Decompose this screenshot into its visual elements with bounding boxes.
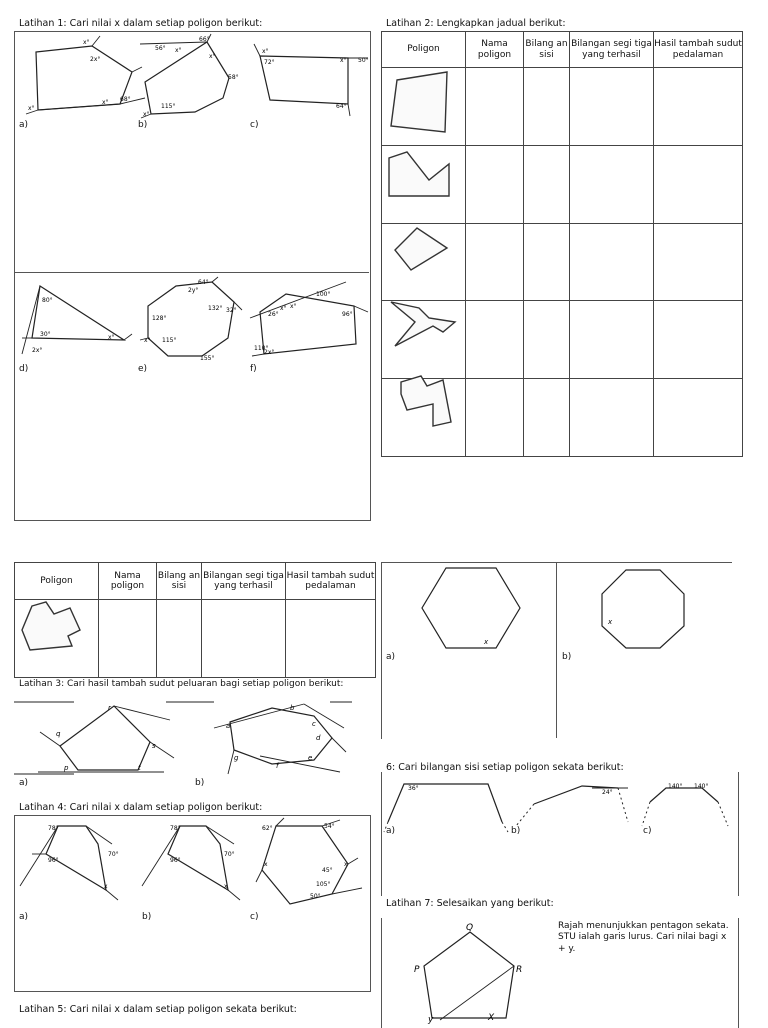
svg-text:50°: 50° [358,57,369,64]
latihan7-question: Rajah menunjukkan pentagon sekata. STU ialah garis lurus. Cari nilai bagi x + y. [558,921,729,954]
answer-cell[interactable] [654,301,743,379]
answer-cell[interactable] [570,301,654,379]
col-nama: Nama poligon [99,563,157,600]
svg-text:a: a [226,722,231,730]
l4-label-a: a) [19,912,29,922]
l3-label-a: a) [19,778,29,788]
l6-figures [384,774,734,834]
svg-text:105°: 105° [316,881,331,888]
l1-label-e: e) [138,364,148,374]
answer-cell[interactable] [570,145,654,223]
l1-figure-f [250,276,370,362]
svg-text:62°: 62° [262,825,273,832]
l1-label-a: a) [19,120,29,130]
svg-text:x°: x° [280,305,287,312]
l1-figure-a [20,34,140,124]
svg-text:64°: 64° [336,103,347,110]
svg-text:24°: 24° [602,789,613,796]
svg-text:96°: 96° [170,857,181,864]
l1-figure-b [135,34,245,124]
svg-text:70°: 70° [108,851,119,858]
svg-text:72°: 72° [264,59,275,66]
svg-text:78°: 78° [48,825,59,832]
svg-text:30°: 30° [40,331,51,338]
svg-text:x: x [104,883,108,890]
svg-text:68°: 68° [120,96,131,103]
svg-text:45°: 45° [322,867,333,874]
svg-text:58°: 58° [228,74,239,81]
svg-text:q: q [56,730,61,738]
svg-text:140°: 140° [668,783,683,790]
svg-text:x°: x° [108,334,115,341]
svg-text:2y°: 2y° [188,287,199,294]
svg-text:e: e [308,754,313,762]
answer-cell[interactable] [570,223,654,301]
svg-text:54°: 54° [324,823,335,830]
answer-cell[interactable] [524,301,570,379]
svg-text:d: d [316,734,321,742]
svg-text:32°: 32° [226,307,237,314]
l4-label-c: c) [250,912,259,922]
col-segitiga: Bilangan segi tiga yang terhasil [570,32,654,68]
svg-text:x°: x° [83,39,90,46]
l1-figure-c [250,34,370,124]
svg-text:56°: 56° [155,45,166,52]
l5-label-b: b) [562,652,572,662]
l7-pentagon-figure [400,922,550,1024]
col-poligon: Poligon [382,32,466,68]
answer-cell[interactable] [157,600,202,678]
svg-text:128°: 128° [152,315,167,322]
svg-text:96°: 96° [48,857,59,864]
latihan3-title: Latihan 3: Cari hasil tambah sudut peluaran bagi setiap poligon berikut: [19,679,344,689]
l5-figures [420,566,720,656]
answer-cell[interactable] [99,600,157,678]
answer-cell[interactable] [466,223,524,301]
answer-cell[interactable] [524,145,570,223]
answer-cell[interactable] [524,68,570,146]
svg-text:R: R [516,965,523,975]
col-nama: Nama poligon [466,32,524,68]
l1-label-b: b) [138,120,148,130]
col-sisi: Bilang an sisi [157,563,202,600]
l4-label-b: b) [142,912,152,922]
svg-text:x°: x° [102,99,109,106]
l4-figure-a [18,820,138,906]
col-poligon: Poligon [15,563,99,600]
answer-cell[interactable] [654,223,743,301]
latihan6-title: 6: Cari bilangan sisi setiap poligon sekata berikut: [386,762,624,773]
svg-text:96°: 96° [342,311,353,318]
svg-text:26°: 26° [268,311,279,318]
l1-label-f: f) [250,364,257,374]
svg-text:r: r [108,704,111,712]
latihan2-title: Latihan 2: Lengkapkan jadual berikut: [386,18,566,29]
svg-text:50°: 50° [310,893,321,900]
svg-text:x: x [344,861,348,868]
svg-text:x°: x° [290,303,297,310]
svg-text:x: x [608,618,613,626]
answer-cell[interactable] [654,145,743,223]
svg-text:x°: x° [209,53,216,60]
svg-text:66°: 66° [199,36,210,43]
svg-text:P: P [414,965,420,975]
answer-cell[interactable] [466,145,524,223]
l5-label-a: a) [386,652,396,662]
col-segitiga: Bilangan segi tiga yang terhasil [202,563,286,600]
svg-text:x°: x° [340,57,347,64]
svg-text:70°: 70° [224,851,235,858]
svg-text:x: x [224,883,228,890]
col-sisi: Bilang an sisi [524,32,570,68]
svg-text:f: f [276,762,279,770]
latihan5-title: Latihan 5: Cari nilai x dalam setiap poligon sekata berikut: [19,1004,297,1015]
col-hasil: Hasil tambah sudut pedalaman [286,563,376,600]
svg-text:x°: x° [143,111,150,118]
svg-text:132°: 132° [208,305,223,312]
answer-cell[interactable] [570,68,654,146]
svg-text:78°: 78° [170,825,181,832]
svg-text:80°: 80° [42,297,53,304]
answer-cell[interactable] [466,301,524,379]
l6-label-b: b) [511,826,521,836]
col-hasil: Hasil tambah sudut pedalaman [654,32,743,68]
l3-label-b: b) [195,778,205,788]
svg-text:y: y [428,1015,434,1025]
svg-text:115°: 115° [162,337,177,344]
svg-text:115°: 115° [161,103,176,110]
answer-cell[interactable] [570,379,654,457]
divider [15,272,369,273]
svg-text:2x°: 2x° [264,349,275,356]
l1-figure-d [18,276,138,362]
svg-text:110°: 110° [254,345,269,352]
svg-text:t: t [138,764,141,772]
l4-figure-c [250,818,368,908]
svg-text:g: g [234,754,239,762]
svg-text:b: b [290,704,295,712]
svg-text:x°: x° [28,105,35,112]
svg-text:c: c [312,720,316,728]
latihan7-title: Latihan 7: Selesaikan yang berikut: [386,898,554,909]
svg-text:s: s [152,742,156,750]
svg-text:x°: x° [175,47,182,54]
svg-text:140°: 140° [694,783,709,790]
answer-cell[interactable] [466,68,524,146]
answer-cell[interactable] [524,379,570,457]
l1-label-c: c) [250,120,259,130]
svg-text:x°: x° [144,337,151,344]
svg-text:x: x [484,638,489,646]
answer-cell[interactable] [524,223,570,301]
svg-text:155°: 155° [200,355,215,362]
answer-cell[interactable] [286,600,376,678]
l4-figure-b [140,820,250,906]
answer-cell[interactable] [202,600,286,678]
svg-text:Q: Q [466,923,474,933]
l6-label-c: c) [643,826,652,836]
svg-text:x°: x° [262,48,269,55]
latihan4-title: Latihan 4: Cari nilai x dalam setiap poligon berikut: [19,802,263,813]
svg-text:64°: 64° [198,279,209,286]
l1-figure-e [138,276,248,362]
l3-figures [14,698,364,778]
svg-text:2x°: 2x° [32,347,43,354]
svg-text:X: X [488,1013,495,1023]
answer-cell[interactable] [466,379,524,457]
svg-text:100°: 100° [316,291,331,298]
answer-cell[interactable] [654,379,743,457]
svg-text:x: x [264,861,268,868]
svg-text:36°: 36° [408,785,419,792]
table2-polygon-drawing [18,600,98,660]
latihan1-title: Latihan 1: Cari nilai x dalam setiap poligon berikut: [19,18,263,29]
l6-label-a: a) [386,826,396,836]
answer-cell[interactable] [654,68,743,146]
l1-label-d: d) [19,364,29,374]
l2-polygon-drawings [385,70,455,450]
svg-text:2x°: 2x° [90,56,101,63]
svg-text:p: p [64,764,69,772]
